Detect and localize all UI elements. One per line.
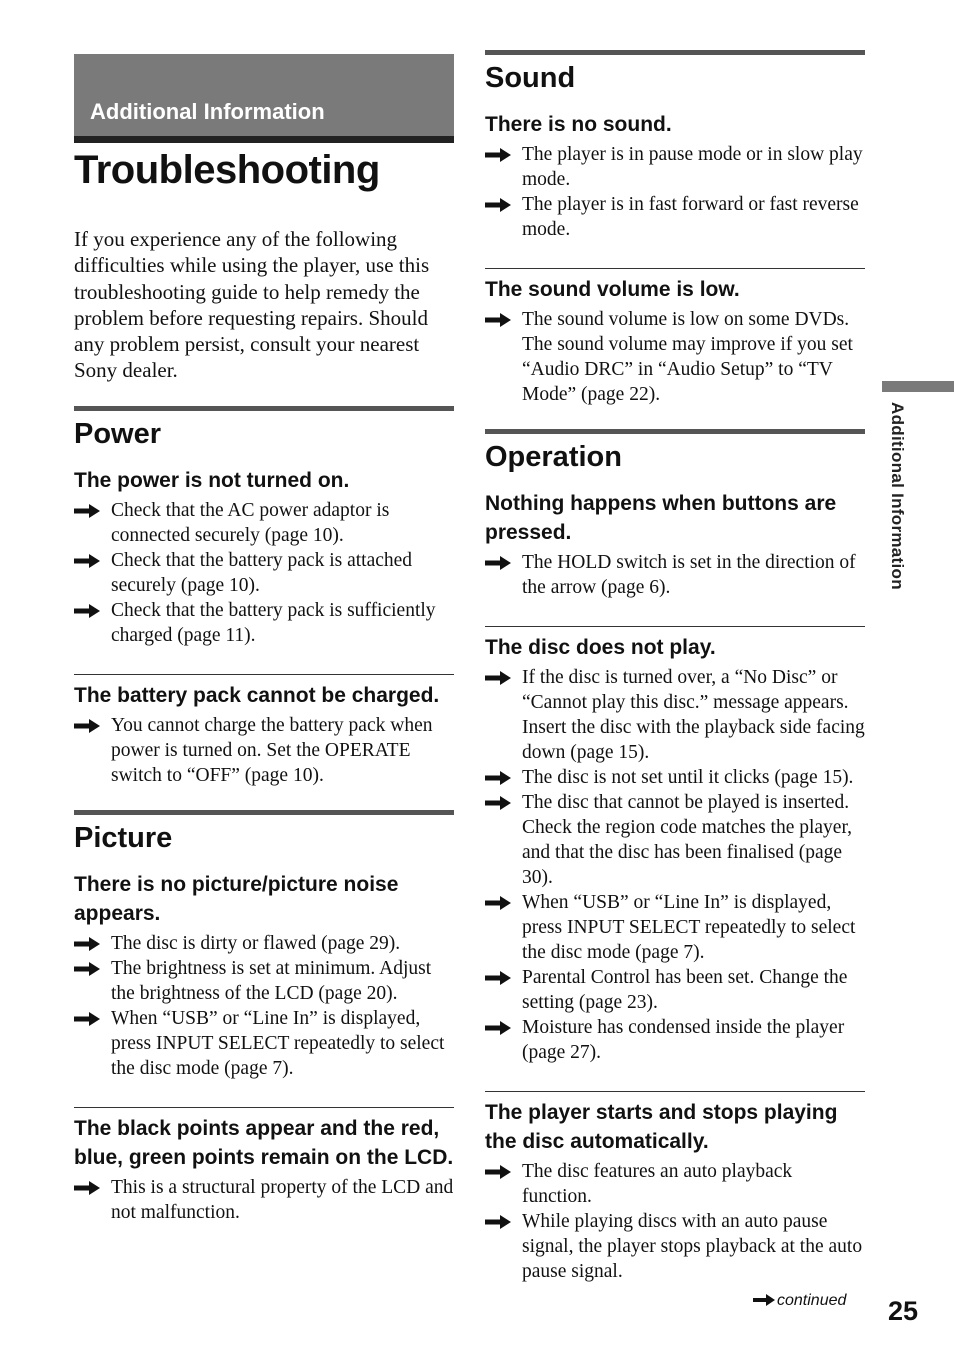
remedy-text: Check that the battery pack is sufficiently charged (page 11). — [111, 599, 436, 646]
remedy-item — [74, 498, 454, 548]
right-arrow-icon — [74, 604, 100, 618]
remedy-text: The disc is not set until it clicks (page 15). — [522, 767, 854, 788]
right-arrow-icon — [485, 796, 511, 810]
remedy-list — [485, 1159, 865, 1284]
remedy-text: When “USB” or “Line In” is displayed, press INPUT SELECT repeatedly to select the disc mode (page 7). — [111, 1007, 445, 1079]
remedy-item — [74, 931, 454, 956]
right-column — [485, 50, 865, 1284]
right-arrow-icon — [74, 554, 100, 568]
problem-block — [485, 489, 865, 600]
continued-label: continued — [777, 1292, 847, 1309]
right-arrow-icon — [485, 1021, 511, 1035]
right-arrow-icon — [485, 148, 511, 162]
page-title: Troubleshooting — [74, 148, 380, 192]
right-arrow-icon — [485, 896, 511, 910]
remedy-text: The player is in pause mode or in slow play mode. — [522, 144, 863, 190]
right-arrow-icon — [485, 1165, 511, 1179]
page-number: 25 — [888, 1296, 919, 1326]
remedy-item — [485, 550, 865, 600]
problem-title: Nothing happens when buttons are pressed. — [485, 492, 837, 544]
remedy-item — [485, 965, 865, 1015]
remedy-list — [74, 498, 454, 648]
right-arrow-icon — [74, 937, 100, 951]
right-arrow-icon — [485, 313, 511, 327]
remedy-text: Check that the AC power adaptor is connected securely (page 10). — [111, 499, 390, 546]
intro-paragraph: If you experience any of the following difficulties while using the player, use this troubleshooting guide to help remedy the problem before requesting repairs. Should any problem persist, consult your nearest Sony dealer. — [74, 227, 430, 383]
section-heading: Picture — [74, 821, 173, 854]
problem-block — [485, 1091, 865, 1284]
remedy-item — [485, 790, 865, 890]
remedy-text: The disc features an auto playback function. — [522, 1161, 793, 1207]
problem-title: The battery pack cannot be charged. — [74, 683, 440, 707]
right-arrow-icon — [74, 504, 100, 518]
right-arrow-icon — [74, 962, 100, 976]
remedy-text: Moisture has condensed inside the player (page 27). — [522, 1017, 845, 1063]
remedy-list — [485, 142, 865, 242]
remedy-text: While playing discs with an auto pause signal, the player stops playback at the auto pause signal. — [522, 1211, 863, 1282]
remedy-item — [74, 1175, 454, 1225]
right-arrow-icon — [485, 198, 511, 212]
problem-block — [485, 268, 865, 407]
section-sound — [485, 50, 865, 407]
remedy-text: Parental Control has been set. Change the setting (page 23). — [522, 967, 848, 1013]
problem-title: The black points appear and the red, blue, green points remain on the LCD. — [74, 1116, 454, 1169]
problem-title: There is no sound. — [485, 113, 672, 136]
remedy-text: The player is in fast forward or fast reverse mode. — [522, 194, 859, 240]
remedy-text: The disc that cannot be played is inserted. Check the region code matches the player, and that the disc has been finalised (page 30). — [522, 792, 853, 888]
section-heading: Power — [74, 417, 162, 450]
remedy-text: Check that the battery pack is attached securely (page 10). — [111, 549, 413, 596]
section-operation — [485, 429, 865, 1284]
remedy-list — [74, 713, 454, 788]
remedy-item — [485, 765, 865, 790]
remedy-item — [74, 548, 454, 598]
right-arrow-icon — [485, 971, 511, 985]
problem-block — [74, 1107, 454, 1225]
remedy-text: The disc is dirty or flawed (page 29). — [111, 932, 401, 954]
problem-title: The power is not turned on. — [74, 468, 350, 492]
side-tab-label: Additional Information — [888, 402, 907, 590]
remedy-text: The sound volume is low on some DVDs. The sound volume may improve if you set “Audio DRC” in “Audio Setup” to “TV Mode” (page 22). — [522, 309, 853, 405]
problem-block — [74, 870, 454, 1081]
continued-arrow-icon — [753, 1294, 775, 1306]
remedy-item — [485, 1209, 865, 1284]
remedy-list — [74, 931, 454, 1081]
remedy-list — [74, 1175, 454, 1225]
remedy-list — [485, 307, 865, 407]
remedy-item — [485, 192, 865, 242]
remedy-list — [485, 665, 865, 1065]
right-arrow-icon — [485, 1215, 511, 1229]
section-banner-label: Additional Information — [90, 99, 325, 124]
remedy-item — [74, 1006, 454, 1081]
left-sections — [74, 406, 454, 1225]
section-heading: Sound — [485, 62, 576, 94]
remedy-item — [485, 1159, 865, 1209]
continued-note — [753, 1292, 846, 1310]
remedy-item — [74, 956, 454, 1006]
right-sections — [485, 50, 865, 1284]
problem-title: There is no picture/picture noise appears. — [74, 872, 399, 925]
remedy-item — [485, 665, 865, 765]
remedy-text: The brightness is set at minimum. Adjust the brightness of the LCD (page 20). — [111, 957, 432, 1004]
remedy-text: You cannot charge the battery pack when power is turned on. Set the OPERATE switch to “OFF” (page 10). — [111, 714, 433, 786]
problem-block — [485, 626, 865, 1065]
right-arrow-icon — [74, 719, 100, 733]
remedy-text: This is a structural property of the LCD and not malfunction. — [111, 1176, 454, 1223]
problem-block — [74, 466, 454, 648]
remedy-text: If the disc is turned over, a “No Disc” or “Cannot play this disc.” message appears. Insert the disc with the playback side facing down (page 15). — [522, 667, 865, 763]
remedy-list — [485, 550, 865, 600]
problem-block — [74, 674, 454, 788]
right-arrow-icon — [74, 1012, 100, 1026]
left-column — [74, 226, 454, 1225]
remedy-text: The HOLD switch is set in the direction of the arrow (page 6). — [522, 552, 856, 598]
problem-title: The disc does not play. — [485, 636, 716, 659]
remedy-item — [74, 713, 454, 788]
remedy-item — [485, 1015, 865, 1065]
section-heading: Operation — [485, 441, 622, 473]
problem-title: The sound volume is low. — [485, 278, 740, 301]
problem-block — [485, 110, 865, 242]
section-picture — [74, 810, 454, 1225]
remedy-item — [74, 598, 454, 648]
remedy-item — [485, 890, 865, 965]
section-power — [74, 406, 454, 788]
remedy-item — [485, 142, 865, 192]
remedy-item — [485, 307, 865, 407]
right-arrow-icon — [74, 1181, 100, 1195]
right-arrow-icon — [485, 671, 511, 685]
remedy-text: When “USB” or “Line In” is displayed, press INPUT SELECT repeatedly to select the disc mode (page 7). — [522, 892, 856, 963]
side-tab-marker — [882, 381, 954, 392]
problem-title: The player starts and stops playing the disc automatically. — [485, 1101, 838, 1153]
right-arrow-icon — [485, 771, 511, 785]
section-banner — [74, 54, 454, 143]
right-arrow-icon — [485, 556, 511, 570]
